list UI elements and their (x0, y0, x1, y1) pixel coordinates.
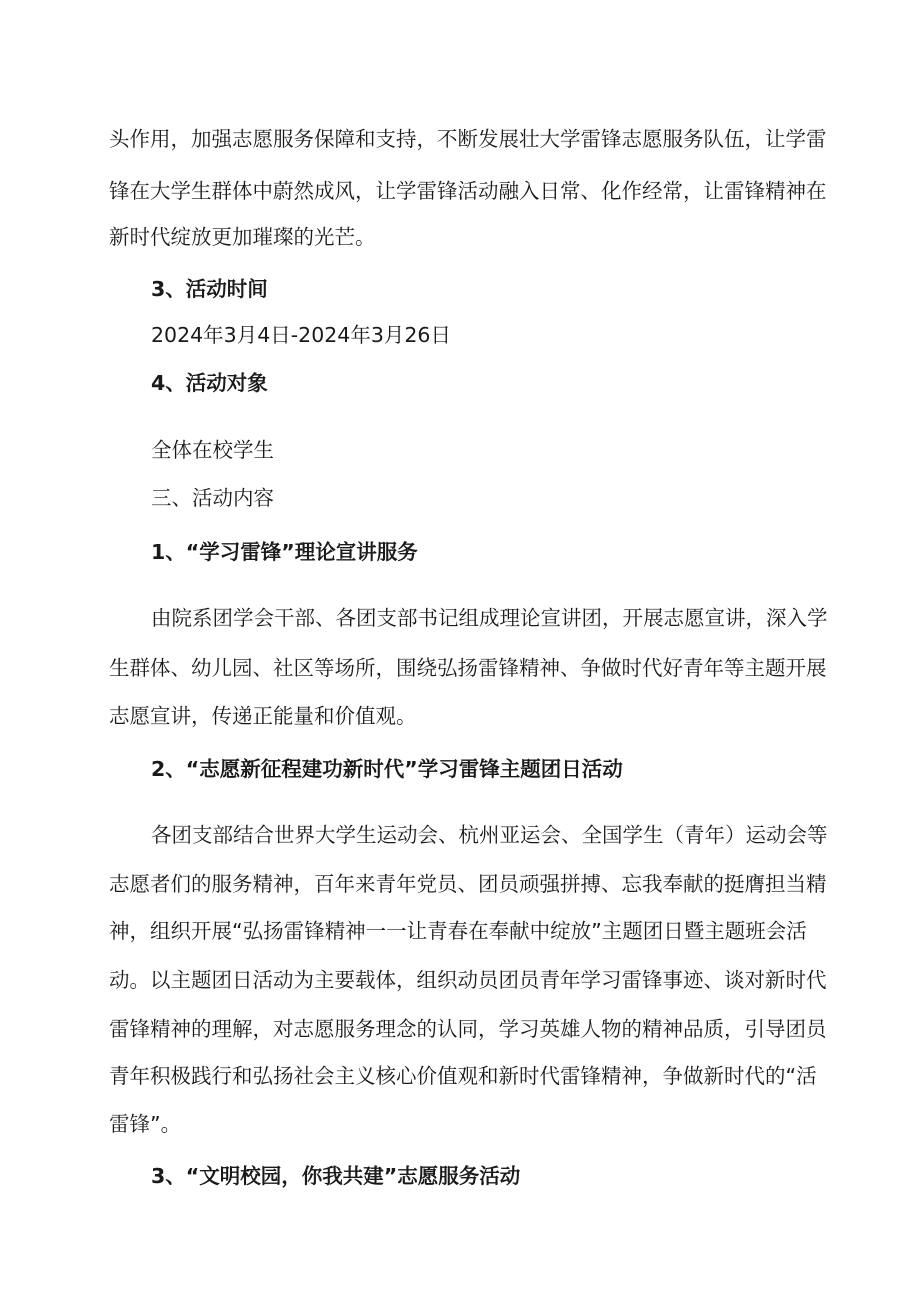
item2-line: 各团支部结合世界大学生运动会、杭州亚运会、全国学生（青年）运动会等 (151, 823, 828, 847)
item1-line: 志愿宣讲，传递正能量和价值观。 (109, 704, 417, 728)
item2-line: 神，组织开展“弘扬雷锋精神一一让青春在奉献中绽放”主题团日暨主题班会活 (109, 919, 807, 943)
section-value-time: 2024年3月4日-2024年3月26日 (151, 323, 451, 347)
paragraph-line: 锋在大学生群体中蔚然成风，让学雷锋活动融入日常、化作经常，让雷锋精神在 (109, 179, 827, 203)
paragraph-line: 新时代绽放更加璀璨的光芒。 (109, 225, 376, 249)
section-heading-target: 4、活动对象 (151, 371, 268, 395)
section-heading-content: 三、活动内容 (151, 486, 274, 510)
item1-line: 由院系团学会干部、各团支部书记组成理论宣讲团，开展志愿宣讲，深入学 (151, 606, 828, 630)
section-value-target: 全体在校学生 (151, 438, 274, 462)
item1-heading: 1、“学习雷锋”理论宣讲服务 (151, 540, 418, 564)
item1-line: 生群体、幼儿园、社区等场所，围绕弘扬雷锋精神、争做时代好青年等主题开展 (109, 656, 827, 680)
item2-line: 雷锋”。 (109, 1112, 182, 1136)
item2-heading: 2、“志愿新征程建功新时代”学习雷锋主题团日活动 (151, 757, 623, 781)
section-heading-time: 3、活动时间 (151, 277, 268, 301)
item3-heading: 3、“文明校园，你我共建”志愿服务活动 (151, 1164, 521, 1188)
paragraph-line: 头作用，加强志愿服务保障和支持，不断发展壮大学雷锋志愿服务队伍，让学雷 (109, 127, 827, 151)
item2-line: 动。以主题团日活动为主要载体，组织动员团员青年学习雷锋事迹、谈对新时代 (109, 968, 827, 992)
item2-line: 志愿者们的服务精神，百年来青年党员、团员顽强拼搏、忘我奉献的挺膺担当精 (109, 872, 827, 896)
item2-line: 雷锋精神的理解，对志愿服务理念的认同，学习英雄人物的精神品质，引导团员 (109, 1017, 827, 1041)
item2-line: 青年积极践行和弘扬社会主义核心价值观和新时代雷锋精神，争做新时代的“活 (109, 1064, 817, 1088)
